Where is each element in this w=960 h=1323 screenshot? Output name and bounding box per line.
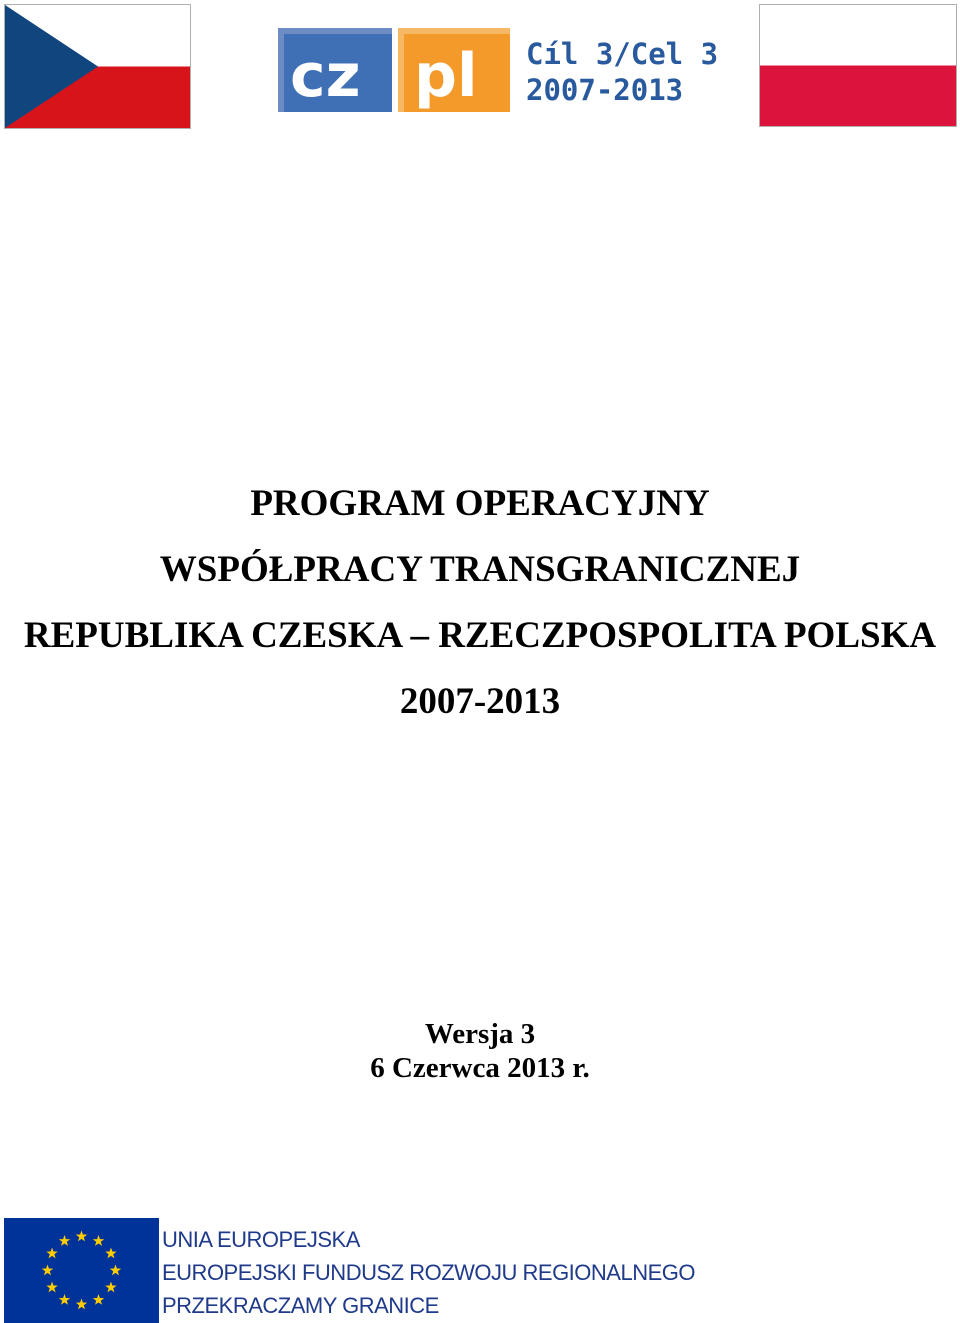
svg-text:Cíl 3/Cel 3: Cíl 3/Cel 3 xyxy=(526,37,719,71)
svg-text:pl: pl xyxy=(414,41,478,111)
eu-banner-line-3: PRZEKRACZAMY GRANICE xyxy=(162,1293,439,1318)
document-title-line-3: REPUBLIKA CZESKA – RZECZPOSPOLITA POLSKA xyxy=(23,615,937,656)
document-title-line-1: PROGRAM OPERACYJNY xyxy=(250,483,710,524)
polish-flag-icon xyxy=(759,4,957,127)
document-title-line-2: WSPÓŁPRACY TRANSGRANICZNEJ xyxy=(159,549,801,590)
document-title-years: 2007-2013 xyxy=(399,681,561,722)
czpl-programme-logo xyxy=(276,24,719,116)
eu-banner-line-1: UNIA EUROPEJSKA xyxy=(162,1227,360,1252)
eu-banner-line-2: EUROPEJSKI FUNDUSZ ROZWOJU REGIONALNEGO xyxy=(162,1260,695,1285)
version-date: 6 Czerwca 2013 r. xyxy=(370,1052,590,1084)
svg-text:2007-2013: 2007-2013 xyxy=(526,73,684,107)
version-label: Wersja 3 xyxy=(424,1018,536,1050)
eu-flag-icon xyxy=(4,1218,159,1323)
czech-flag-icon xyxy=(4,4,191,129)
svg-text:cz: cz xyxy=(290,41,361,111)
